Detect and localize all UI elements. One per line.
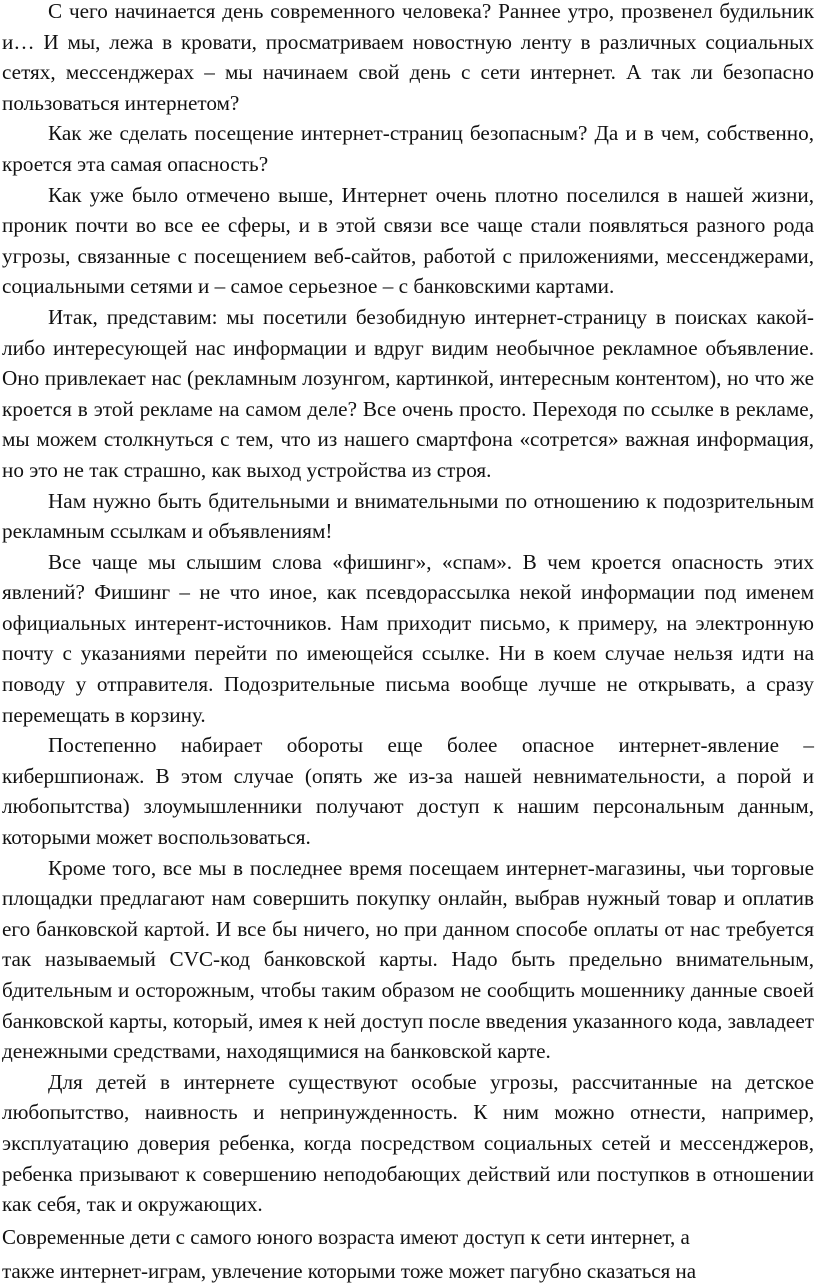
- paragraph-4: Итак, представим: мы посетили безобидную интернет-страницу в поисках какой-либо интересующей нас информации и вдруг видим необычное рекламное объявление. Оно привлекает нас (рекламным лозунгом, картинкой, интересным контентом), но что же кроется в этой рекламе на самом деле? Все очень просто. Переходя по ссылке в рекламе, мы можем столкнуться с тем, что из нашего смартфона «сотрется» важная информация, но это не так страшно, как выход устройства из строя.: [2, 304, 814, 482]
- paragraph-10-line-1: Современные дети с самого юного возраста имеют доступ к сети интернет, а: [2, 1224, 690, 1249]
- paragraph-6: Все чаще мы слышим слова «фишинг», «спам». В чем кроется опасность этих явлений? Фишинг – не что иное, как псевдорассылка некой информации под именем официальных интерент-источников. Нам приходит письмо, к примеру, на электронную почту с указаниями перейти по имеющейся ссылке. Ни в коем случае нельзя идти на поводу у отправителя. Подозрительные письма вообще лучше не открывать, а сразу перемещать в корзину.: [2, 549, 814, 727]
- paragraph-9: Для детей в интернете существуют особые угрозы, рассчитанные на детское любопытство, наивность и непринужденность. К ним можно отнести, например, эксплуатацию доверия ребенка, когда посредством социальных сетей и мессенджеров, ребенка призывают к совершению неподобающих действий или поступков в отношении как себя, так и окружающих.: [2, 1069, 814, 1217]
- paragraph-1: С чего начинается день современного человека? Раннее утро, прозвенел будильник и… И мы, лежа в кровати, просматриваем новостную ленту в различных социальных сетях, мессенджерах – мы начинаем свой день с сети интернет. А так ли безопасно пользоваться интернетом?: [2, 0, 814, 115]
- paragraph-2: Как же сделать посещение интернет-страниц безопасным? Да и в чем, собственно, кроется эта самая опасность?: [2, 121, 814, 176]
- paragraph-7: Постепенно набирает обороты еще более опасное интернет-явление – кибершпионаж. В этом случае (опять же из-за нашей невнимательности, а порой и любопытства) злоумышленники получают доступ к нашим персональным данным, которыми может воспользоваться.: [2, 733, 814, 850]
- paragraph-10-line-2: также интернет-играм, увлечение которыми тоже может пагубно сказаться на: [2, 1258, 697, 1283]
- paragraph-3: Как уже было отмечено выше, Интернет очень плотно поселился в нашей жизни, проник почти во все ее сферы, и в этой связи все чаще стали появляться разного рода угрозы, связанные с посещением веб-сайтов, работой с приложениями, мессенджерами, социальными сетями и – самое серьезное – с банковскими картами.: [2, 182, 814, 299]
- paragraph-5: Нам нужно быть бдительными и внимательными по отношению к подозрительным рекламным ссылкам и объявлениям!: [2, 488, 814, 544]
- paragraph-8: Кроме того, все мы в последнее время посещаем интернет-магазины, чьи торговые площадки предлагают нам совершить покупку онлайн, выбрав нужный товар и оплатив его банковской картой. И все бы ничего, но при данном способе оплаты от нас требуется так называемый CVC-код банковской карты. Надо быть предельно внимательным, бдительным и осторожным, чтобы таким образом не сообщить мошеннику данные своей банковской карты, который, имея к ней доступ после введения указанного кода, завладеет денежными средствами, находящимися на банковской карте.: [2, 855, 814, 1064]
